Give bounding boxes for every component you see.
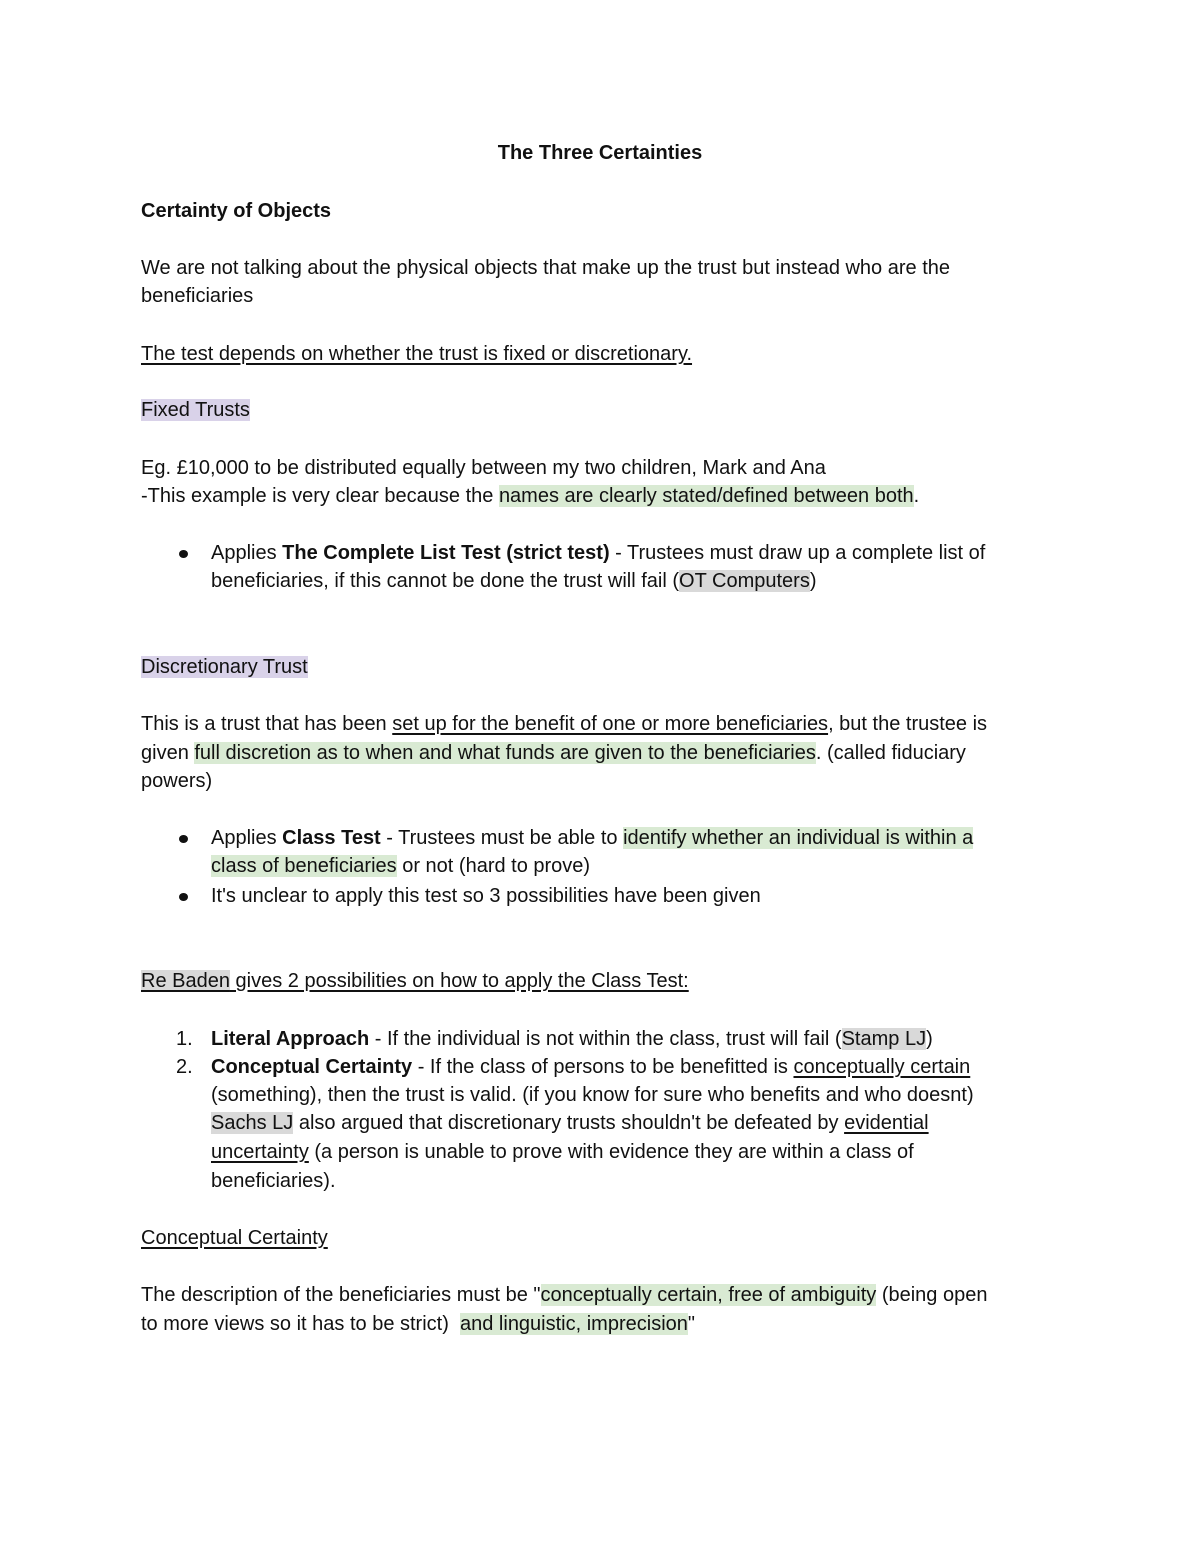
list-number-1: 1.	[176, 1028, 193, 1050]
conceptual-certainty-heading: Conceptual Certainty	[141, 1227, 328, 1249]
intro-line-2: beneficiaries	[141, 285, 254, 307]
fixed-example: Eg. £10,000 to be distributed equally between my two children, Mark and Ana	[141, 457, 826, 479]
intro-line-1: We are not talking about the physical objects that make up the trust but instead who are the	[141, 257, 951, 279]
fixed-trusts-heading: Fixed Trusts	[141, 399, 250, 421]
discretionary-trust-heading: Discretionary Trust	[141, 656, 308, 678]
conceptual-certainty-item-line-1: Conceptual Certainty - If the class of persons to be benefitted is conceptually certain	[211, 1056, 971, 1078]
unclear-bullet: It's unclear to apply this test so 3 possibilities have been given	[211, 885, 761, 907]
bullet-icon	[179, 835, 188, 843]
conceptual-para-line-2: to more views so it has to be strict) and linguistic, imprecision"	[141, 1313, 695, 1335]
conceptual-certainty-item-line-5: beneficiaries).	[211, 1170, 336, 1192]
conceptual-certainty-item-line-4: uncertainty (a person is unable to prove with evidence they are within a class of	[211, 1141, 914, 1163]
discretionary-para-line-3: powers)	[141, 770, 213, 792]
conceptual-para-line-1: The description of the beneficiaries must be "conceptually certain, free of ambiguity (being open	[141, 1284, 988, 1306]
section-heading: Certainty of Objects	[141, 200, 332, 222]
bullet-icon	[179, 550, 188, 558]
list-number-2: 2.	[176, 1056, 193, 1078]
test-depends-statement: The test depends on whether the trust is fixed or discretionary.	[141, 343, 693, 365]
literal-approach-item: Literal Approach - If the individual is not within the class, trust will fail (Stamp LJ)	[211, 1028, 933, 1050]
discretionary-para-line-1: This is a trust that has been set up for the benefit of one or more beneficiaries, but the trustee is	[141, 713, 988, 735]
conceptual-certainty-item-line-2: (something), then the trust is valid. (if you know for sure who benefits and who doesnt)	[211, 1084, 974, 1106]
class-test-bullet-line-2: class of beneficiaries or not (hard to prove)	[211, 855, 591, 877]
conceptual-certainty-item-line-3: Sachs LJ also argued that discretionary trusts shouldn't be defeated by evidential	[211, 1112, 929, 1134]
class-test-bullet-line-1: Applies Class Test - Trustees must be able to identify whether an individual is within a	[211, 827, 974, 849]
complete-list-bullet-line-1: Applies The Complete List Test (strict test) - Trustees must draw up a complete list of	[211, 542, 986, 564]
fixed-clear-line: -This example is very clear because the names are clearly stated/defined between both.	[141, 485, 920, 507]
document-title: The Three Certainties	[497, 142, 703, 164]
complete-list-bullet-line-2: beneficiaries, if this cannot be done the trust will fail (OT Computers)	[211, 570, 817, 592]
bullet-icon	[179, 893, 188, 901]
re-baden-heading: Re Baden gives 2 possibilities on how to apply the Class Test:	[141, 970, 689, 992]
discretionary-para-line-2: given full discretion as to when and what funds are given to the beneficiaries. (called fiduciary	[141, 742, 966, 764]
